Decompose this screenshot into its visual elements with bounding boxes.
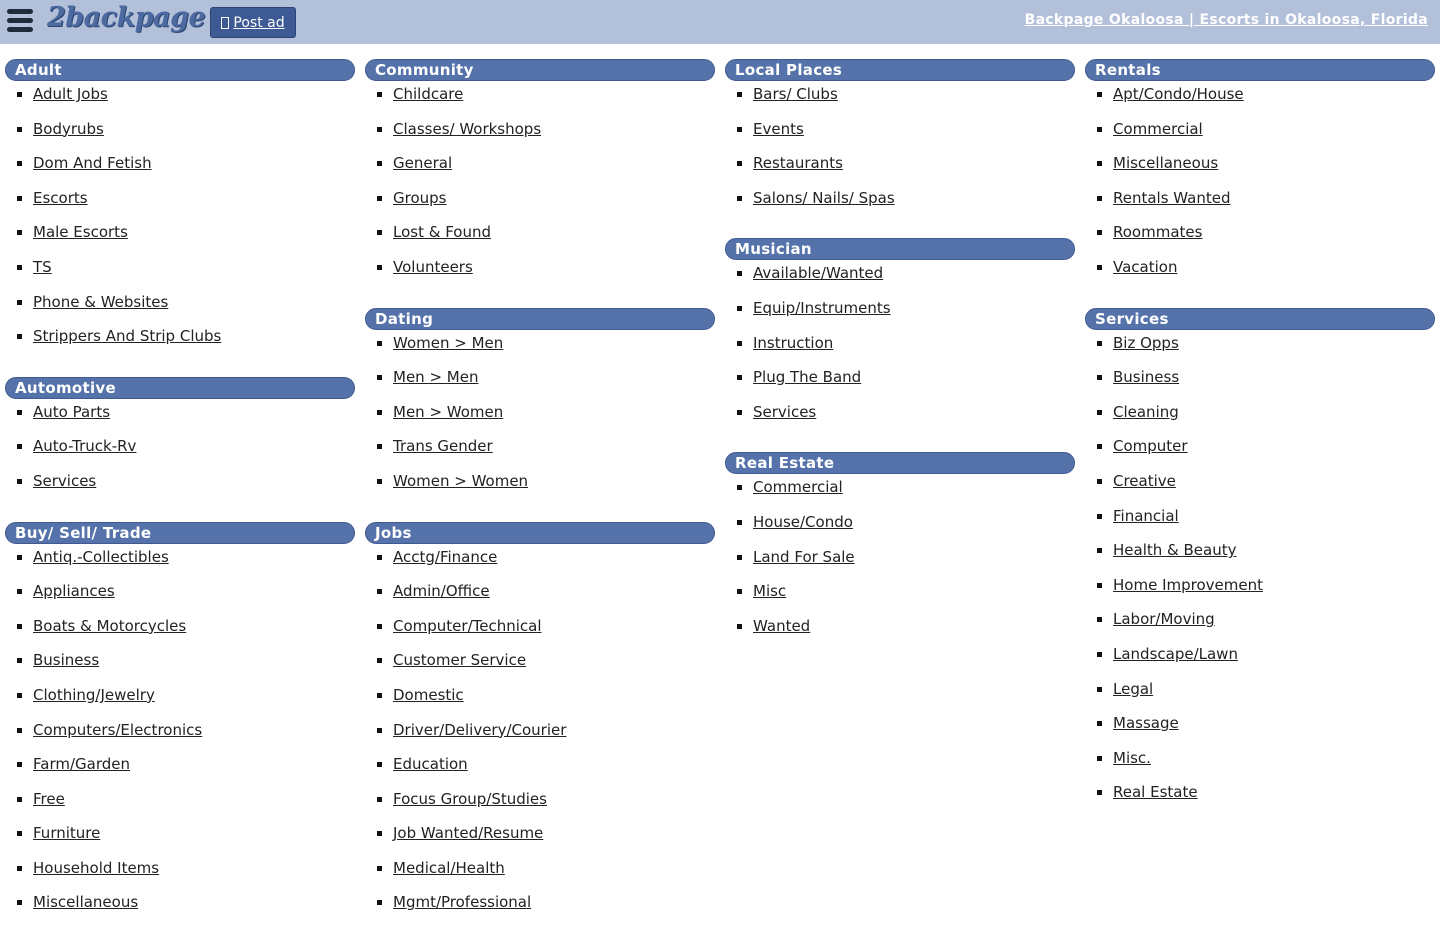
list-item [753, 295, 1075, 330]
category-link[interactable]: Misc. [1113, 748, 1151, 767]
list-item [1113, 606, 1435, 641]
category-link[interactable]: Computer/Technical [393, 616, 542, 635]
category-link[interactable]: Business [33, 651, 100, 670]
category-link[interactable]: Acctg/Finance [393, 547, 498, 566]
list-item [33, 433, 355, 468]
list-item [1113, 219, 1435, 254]
category-list [365, 330, 715, 503]
list-item [753, 544, 1075, 579]
category-link[interactable]: Medical/Health [393, 858, 505, 877]
category-link[interactable]: Classes/ Workshops [393, 119, 542, 138]
list-item [1113, 676, 1435, 711]
category-link[interactable]: Land For Sale [753, 547, 855, 566]
list-item [33, 751, 355, 786]
category-link[interactable]: Auto Parts [33, 402, 111, 421]
list-item [393, 544, 715, 579]
list-item [393, 254, 715, 289]
category-link[interactable]: Services [753, 402, 817, 421]
list-item [393, 751, 715, 786]
category-link[interactable]: Trans Gender [393, 437, 493, 456]
list-item [1113, 503, 1435, 538]
list-item [393, 468, 715, 503]
list-item [393, 889, 715, 924]
category-link[interactable]: Groups [393, 188, 447, 207]
category-list [725, 81, 1075, 219]
list-item [33, 613, 355, 648]
category-section [5, 377, 355, 503]
category-header: Community [365, 59, 715, 81]
list-item [1113, 433, 1435, 468]
category-link[interactable]: Plug The Band [753, 368, 862, 387]
category-link[interactable]: Antiq.-Collectibles [33, 547, 169, 566]
category-link[interactable]: Legal [1113, 679, 1154, 698]
category-link[interactable]: Apt/Condo/House [1113, 85, 1244, 103]
category-link[interactable]: Commercial [1113, 119, 1203, 138]
list-item [33, 399, 355, 434]
list-item [33, 786, 355, 821]
category-section [365, 522, 715, 925]
category-header: Musician [725, 238, 1075, 260]
category-section [1085, 308, 1435, 814]
list-item [33, 468, 355, 503]
list-item [393, 185, 715, 220]
category-link[interactable]: Massage [1113, 714, 1179, 733]
category-link[interactable]: Available/Wanted [753, 264, 884, 283]
category-link[interactable]: House/Condo [753, 512, 853, 531]
category-list [1085, 81, 1435, 289]
list-item [33, 81, 355, 116]
list-item [33, 682, 355, 717]
category-column-2 [365, 59, 715, 943]
list-item [1113, 81, 1435, 116]
category-column-4 [1085, 59, 1435, 833]
category-list [365, 81, 715, 289]
list-item [753, 474, 1075, 509]
category-link[interactable]: Strippers And Strip Clubs [33, 327, 222, 346]
category-section [365, 308, 715, 503]
list-item [753, 185, 1075, 220]
category-link[interactable]: Auto-Truck-Rv [33, 437, 137, 456]
list-item [33, 647, 355, 682]
category-link[interactable]: Roommates [1113, 223, 1203, 242]
category-link[interactable]: Childcare [393, 85, 464, 103]
list-item [1113, 537, 1435, 572]
category-link[interactable]: Real Estate [1113, 783, 1198, 802]
category-link[interactable]: Driver/Delivery/Courier [393, 720, 567, 739]
category-link[interactable]: Adult Jobs [33, 85, 108, 103]
category-section [5, 59, 355, 358]
list-item [753, 116, 1075, 151]
category-section [1085, 59, 1435, 289]
list-item [1113, 572, 1435, 607]
category-link[interactable]: Wanted [753, 616, 811, 635]
site-logo[interactable]: 2backpage [47, 2, 206, 33]
list-item [33, 289, 355, 324]
category-link[interactable]: Domestic [393, 685, 464, 704]
category-link[interactable]: Events [753, 119, 804, 138]
category-link[interactable]: Equip/Instruments [753, 298, 891, 317]
list-item [33, 150, 355, 185]
category-link[interactable]: Vacation [1113, 257, 1178, 276]
list-item [1113, 779, 1435, 814]
list-item [753, 613, 1075, 648]
category-link[interactable]: Job Wanted/Resume [393, 824, 544, 843]
category-link[interactable]: Misc [753, 582, 787, 601]
category-list [5, 399, 355, 503]
category-link[interactable]: Men > Women [393, 402, 504, 421]
list-item [753, 81, 1075, 116]
category-link[interactable]: Focus Group/Studies [393, 789, 547, 808]
category-section [725, 238, 1075, 433]
list-item [33, 717, 355, 752]
list-item [33, 116, 355, 151]
category-list [5, 81, 355, 358]
category-section [725, 59, 1075, 219]
list-item [393, 150, 715, 185]
list-item [1113, 641, 1435, 676]
category-link[interactable]: Business [1113, 368, 1180, 387]
category-header: Rentals [1085, 59, 1435, 81]
list-item [393, 364, 715, 399]
category-list [725, 260, 1075, 433]
category-link[interactable]: Financial [1113, 506, 1179, 525]
category-link[interactable]: Bars/ Clubs [753, 85, 838, 103]
category-link[interactable]: General [393, 154, 453, 173]
category-header: Buy/ Sell/ Trade [5, 522, 355, 544]
category-link[interactable]: Miscellaneous [1113, 154, 1219, 173]
category-link[interactable]: Women > Men [393, 333, 504, 352]
list-item [753, 399, 1075, 434]
category-link[interactable]: Boats & Motorcycles [33, 616, 187, 635]
site-title-link[interactable]: Backpage Okaloosa | Escorts in Okaloosa, Florida [1024, 12, 1428, 28]
category-link[interactable]: Dom And Fetish [33, 154, 152, 173]
category-link[interactable]: Services [33, 471, 97, 490]
category-link[interactable]: Bodyrubs [33, 119, 104, 138]
list-item [393, 820, 715, 855]
category-header: Real Estate [725, 452, 1075, 474]
category-link[interactable]: Household Items [33, 858, 160, 877]
list-item [1113, 745, 1435, 780]
list-item [753, 330, 1075, 365]
list-item [1113, 710, 1435, 745]
category-link[interactable]: Admin/Office [393, 582, 490, 601]
list-item [1113, 185, 1435, 220]
list-item [393, 399, 715, 434]
list-item [1113, 150, 1435, 185]
category-list [1085, 330, 1435, 814]
category-link[interactable]: Home Improvement [1113, 575, 1263, 594]
list-item [33, 219, 355, 254]
list-item [753, 150, 1075, 185]
category-list [365, 544, 715, 925]
category-link[interactable]: Mgmt/Professional [393, 893, 532, 912]
category-header: Jobs [365, 522, 715, 544]
list-item [753, 364, 1075, 399]
list-item [393, 786, 715, 821]
list-item [33, 323, 355, 358]
list-item [393, 433, 715, 468]
category-section [725, 452, 1075, 647]
category-list [5, 544, 355, 925]
category-link[interactable]: Commercial [753, 478, 843, 497]
category-link[interactable]: Men > Men [393, 368, 479, 387]
list-item [393, 855, 715, 890]
category-header: Dating [365, 308, 715, 330]
category-section [5, 522, 355, 925]
list-item [33, 855, 355, 890]
post-ad-button[interactable] [210, 7, 296, 38]
category-link[interactable]: Customer Service [393, 651, 527, 670]
category-link[interactable]: Appliances [33, 582, 115, 601]
list-item [1113, 399, 1435, 434]
category-header: Adult [5, 59, 355, 81]
list-item [393, 330, 715, 365]
post-ad-label: Post ad [233, 14, 285, 31]
list-item [393, 647, 715, 682]
category-section [365, 59, 715, 289]
category-link[interactable]: Computers/Electronics [33, 720, 203, 739]
category-column-1 [5, 59, 355, 943]
category-column-3 [725, 59, 1075, 666]
hamburger-menu-icon[interactable] [7, 9, 33, 33]
category-link[interactable]: Rentals Wanted [1113, 188, 1231, 207]
category-link[interactable]: Clothing/Jewelry [33, 685, 155, 704]
category-list [725, 474, 1075, 647]
list-item [1113, 254, 1435, 289]
list-item [33, 185, 355, 220]
category-link[interactable]: Escorts [33, 188, 88, 207]
category-link[interactable]: Lost & Found [393, 223, 492, 242]
category-link[interactable]: Health & Beauty [1113, 541, 1237, 560]
list-item [33, 254, 355, 289]
category-link[interactable]: Phone & Websites [33, 292, 169, 311]
category-header: Services [1085, 308, 1435, 330]
list-item [753, 260, 1075, 295]
list-item [1113, 468, 1435, 503]
category-link[interactable]: Cleaning [1113, 402, 1179, 421]
list-item [753, 578, 1075, 613]
category-link[interactable]: Salons/ Nails/ Spas [753, 188, 895, 207]
list-item [33, 578, 355, 613]
list-item [33, 820, 355, 855]
list-item [393, 578, 715, 613]
category-link[interactable]: Volunteers [393, 257, 473, 276]
list-item [393, 682, 715, 717]
category-link[interactable]: Women > Women [393, 471, 529, 490]
top-bar [0, 0, 1440, 44]
list-item [1113, 330, 1435, 365]
category-link[interactable]: Furniture [33, 824, 101, 843]
list-item [33, 889, 355, 924]
list-item [1113, 116, 1435, 151]
list-item [393, 116, 715, 151]
category-link[interactable]: Labor/Moving [1113, 610, 1215, 629]
category-link[interactable]: Instruction [753, 333, 834, 352]
category-link[interactable]: Biz Opps [1113, 333, 1179, 352]
category-link[interactable]: Miscellaneous [33, 893, 139, 912]
category-header: Local Places [725, 59, 1075, 81]
category-link[interactable]: TS [33, 257, 52, 276]
list-item [393, 613, 715, 648]
category-link[interactable]: Free [33, 789, 65, 808]
category-link[interactable]: Restaurants [753, 154, 843, 173]
category-link[interactable]: Computer [1113, 437, 1188, 456]
list-item [393, 717, 715, 752]
edit-icon [221, 17, 229, 29]
category-link[interactable]: Landscape/Lawn [1113, 644, 1238, 663]
list-item [753, 509, 1075, 544]
category-link[interactable]: Male Escorts [33, 223, 128, 242]
category-link[interactable]: Farm/Garden [33, 755, 130, 774]
category-header: Automotive [5, 377, 355, 399]
list-item [1113, 364, 1435, 399]
list-item [33, 544, 355, 579]
list-item [393, 81, 715, 116]
category-link[interactable]: Creative [1113, 471, 1176, 490]
category-link[interactable]: Education [393, 755, 468, 774]
list-item [393, 219, 715, 254]
